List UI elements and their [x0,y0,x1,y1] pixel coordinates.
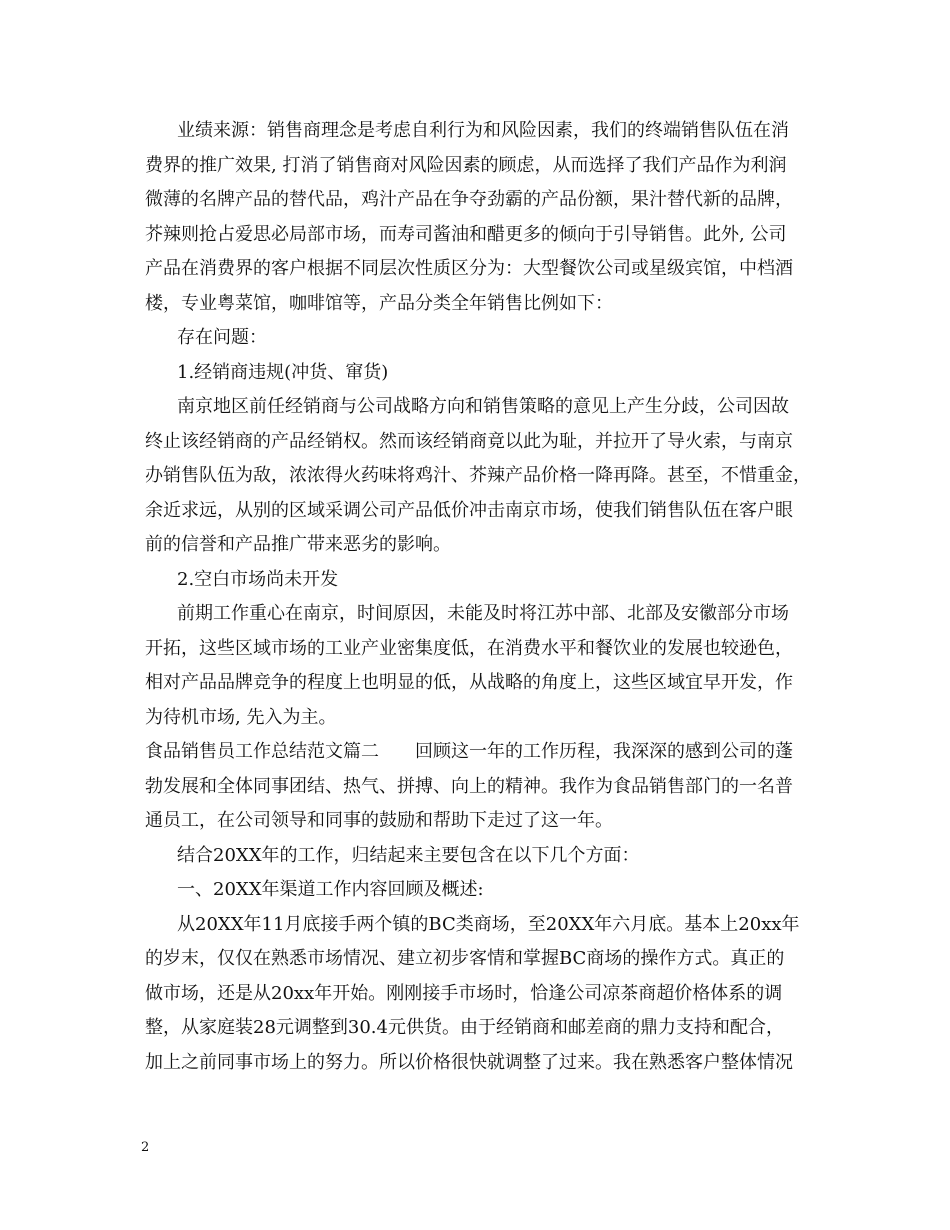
text-line: 办销售队伍为敌，浓浓得火药味将鸡汁、芥辣产品价格一降再降。甚至，不惜重金， [145,465,811,486]
text-line: 南京地区前任经销商与公司战略方向和销售策略的意见上产生分歧，公司因故 [177,396,789,417]
text-line: 为待机市场, 先入为主。 [145,706,337,728]
text-line: 前期工作重心在南京，时间原因，未能及时将江苏中部、北部及安徽部分市场 [177,603,789,624]
text-line: 余近求远，从别的区域采调公司产品低价冲击南京市场，使我们销售队伍在客户眼 [145,499,793,521]
text-line: 做市场，还是从20xx年开始。刚刚接手市场时，恰逢公司凉茶商超价格体系的调 [145,982,783,1004]
text-line: 存在问题： [177,327,267,348]
text-line: 1.经销商违规(冲货、窜货) [177,361,389,383]
page-number: 2 [141,1140,150,1155]
text-line: 整，从家庭装28元调整到30.4元供货。由于经销商和邮差商的鼎力支持和配合， [145,1017,784,1038]
document-body [145,114,825,1080]
text-line: 开拓，这些区域市场的工业产业密集度低，在消费水平和餐饮业的发展也较逊色， [145,637,793,659]
text-line: 终止该经销商的产品经销权。然而该经销商竟以此为耻，并拉开了导火索，与南京 [145,430,793,452]
text-line: 从20XX年11月底接手两个镇的BC类商场，至20XX年六月底。基本上20xx年 [177,913,800,935]
text-line: 加上之前同事市场上的努力。所以价格很快就调整了过来。我在熟悉客户整体情况 [145,1051,793,1073]
text-line: 楼，专业粤菜馆，咖啡馆等，产品分类全年销售比例如下： [145,292,613,314]
text-line: 业绩来源：销售商理念是考虑自利行为和风险因素，我们的终端销售队伍在消 [177,120,789,141]
text-line: 通员工，在公司领导和同事的鼓励和帮助下走过了这一年。 [145,810,613,831]
text-line: 食品销售员工作总结范文篇二 回顾这一年的工作历程，我深深的感到公司的蓬 [145,741,793,762]
text-line: 前的信誉和产品推广带来恶劣的影响。 [145,534,451,555]
text-line: 的岁末，仅仅在熟悉市场情况、建立初步客情和掌握BC商场的操作方式。真正的 [145,948,785,969]
text-line: 2.空白市场尚未开发 [177,568,339,590]
text-line: 芥辣则抢占爱思必局部市场，而寿司酱油和醋更多的倾向于引导销售。此外, 公司 [145,223,787,245]
text-line: 微薄的名牌产品的替代品，鸡汁产品在争夺劲霸的产品份额，果汁替代新的品牌， [145,189,793,210]
text-line: 勃发展和全体同事团结、热气、拼搏、向上的精神。我作为食品销售部门的一名普 [145,775,793,797]
text-line: 相对产品品牌竞争的程度上也明显的低，从战略的角度上，这些区域宜早开发，作 [145,672,793,693]
text-line: 结合20XX年的工作，归结起来主要包含在以下几个方面： [177,844,640,866]
text-line: 一、20XX年渠道工作内容回顾及概述: [177,879,484,900]
text-line: 产品在消费界的客户根据不同层次性质区分为：大型餐饮公司或星级宾馆，中档酒 [145,258,793,279]
text-line: 费界的推广效果, 打消了销售商对风险因素的顾虑，从而选择了我们产品作为利润 [145,154,787,176]
